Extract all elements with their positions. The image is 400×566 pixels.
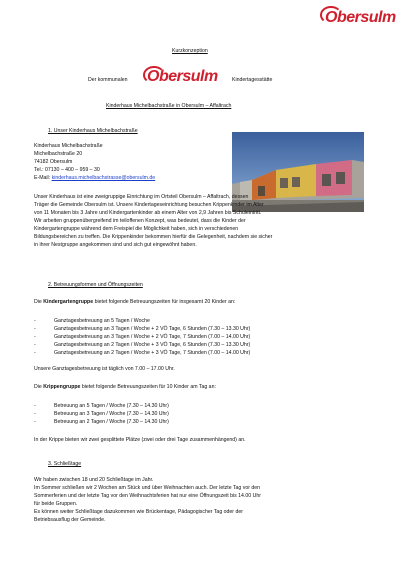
list-item: - Ganztagesbetreuung an 3 Tagen / Woche + 2 VÖ Tage, 6 Stunden (7.30 – 13.30 Uhr) bbox=[34, 326, 251, 332]
document-title: Kurzkonzeption bbox=[172, 48, 208, 54]
krippe-note: In der Krippe bieten wir zwei gesplittete Plätze (zwei oder drei Tage zusammenhängend) an. bbox=[34, 437, 246, 443]
intro-paragraph-line: Träger die Gemeinde Obersulm ist. Unsere Kindertageseinrichtung besuchen Krippenkinder im Alter bbox=[34, 202, 264, 208]
section3-title: 3. Schließtage bbox=[48, 461, 82, 467]
document-subtitle: Kinderhaus Michelbachstraße in Obersulm – Affaltrach bbox=[106, 103, 232, 109]
list-item-text: Ganztagesbetreuung an 3 Tagen / Woche + 2 VÖ Tage, 7 Stunden (7.00 – 14.00 Uhr) bbox=[54, 334, 251, 340]
list-item: - Betreuung an 3 Tagen / Woche (7.30 – 14.30 Uhr) bbox=[34, 411, 169, 417]
inline-logo-swoosh bbox=[143, 66, 165, 84]
section2-title: 2. Betreuungsformen und Öffnungszeiten bbox=[48, 282, 143, 288]
kr-intro-post: bietet folgende Betreuungszeiten für 10 Kinder am Tag an: bbox=[81, 384, 216, 390]
logo-text: Obersulm bbox=[325, 9, 396, 26]
list-item: - Betreuung an 5 Tagen / Woche (7.30 – 14.30 Uhr) bbox=[34, 403, 169, 409]
kinderhaus-photo bbox=[232, 132, 364, 212]
address-line: Kinderhaus Michelbachstraße bbox=[34, 143, 103, 149]
kg-intro-bold: Kindergartengruppe bbox=[43, 299, 94, 305]
list-item-text: Ganztagesbetreuung an 2 Tagen / Woche + 3 VÖ Tage, 6 Stunden (7.30 – 13.30 Uhr) bbox=[54, 342, 251, 348]
list-item: - Ganztagesbetreuung an 2 Tagen / Woche + 3 VÖ Tage, 6 Stunden (7.30 – 13.30 Uhr) bbox=[34, 342, 251, 348]
kr-intro-bold: Krippengruppe bbox=[43, 384, 81, 390]
closing-days-line: Im Sommer schließen wir 2 Wochen am Stück und über Weihnachten auch. Der letzte Tag vor den bbox=[34, 485, 261, 491]
list-item-text: Betreuung an 5 Tagen / Woche (7.30 – 14.30 Uhr) bbox=[54, 403, 169, 409]
closing-days-line: Wir haben zwischen 18 und 20 Schließtage im Jahr. bbox=[34, 477, 154, 483]
building-illustration bbox=[232, 132, 364, 212]
closing-days-line: Es können weiter Schließtage dazukommen wie Brückentage, Pädagogischer Tag oder der bbox=[34, 509, 243, 515]
intro-paragraph-line: Unser Kinderhaus ist eine zweigruppige Einrichtung im Ortsteil Obersulm – Affaltrach, dessen bbox=[34, 194, 249, 200]
list-item-text: Ganztagesbetreuung an 5 Tagen / Woche bbox=[54, 318, 150, 324]
list-item: - Ganztagesbetreuung an 5 Tagen / Woche bbox=[34, 318, 150, 324]
daily-hours-note: Unsere Ganztagesbetreuung ist täglich von 7.00 – 17.00 Uhr. bbox=[34, 366, 175, 372]
kg-intro-post: bietet folgende Betreuungszeiten für insgesamt 20 Kinder an: bbox=[94, 299, 236, 305]
kr-intro-pre: Die bbox=[34, 384, 42, 390]
intro-paragraph-line: in ihrer Nestgruppe angekommen sind und sich gut eingewöhnt haben. bbox=[34, 242, 197, 248]
inline-logo-text: Obersulm bbox=[147, 68, 218, 85]
intro-paragraph-line: Bildungsbereichen zu treffen. Die Krippenkinder bekommen hierfür die Gelegenheit, nachdem sie sicher bbox=[34, 234, 273, 240]
closing-days-line: Sommerferien und der letzte Tag vor den Weihnachtsferien hat nur eine Öffnungszeit bis 14.00 Uhr bbox=[34, 493, 261, 499]
email-link[interactable]: kinderhaus.michelbachstrasse@obersulm.de bbox=[51, 175, 156, 181]
logo-swoosh bbox=[320, 6, 342, 24]
heading-line-pre: Der kommunalen bbox=[88, 77, 128, 83]
kindergarten-intro bbox=[34, 299, 235, 306]
address-line: 74182 Obersulm bbox=[34, 159, 73, 165]
email-label: E-Mail: bbox=[34, 175, 51, 181]
krippe-intro bbox=[34, 384, 216, 391]
intro-paragraph-line: Kindergartengruppe während dem Freispiel die Möglichkeit haben, sich in verschiedenen bbox=[34, 226, 239, 232]
list-item-text: Ganztagesbetreuung an 2 Tagen / Woche + 3 VÖ Tage, 7 Stunden (7.00 – 14.00 Uhr) bbox=[54, 350, 251, 356]
heading-line-post: Kindertagesstätte bbox=[232, 77, 273, 83]
address-line: Michelbachstraße 20 bbox=[34, 151, 83, 157]
kg-intro-pre: Die bbox=[34, 299, 42, 305]
list-item-text: Betreuung an 2 Tagen / Woche (7.30 – 14.30 Uhr) bbox=[54, 419, 169, 425]
list-item: - Betreuung an 2 Tagen / Woche (7.30 – 14.30 Uhr) bbox=[34, 419, 169, 425]
email-line bbox=[34, 175, 155, 182]
intro-paragraph-line: Wir arbeiten gruppenübergreifend im teiloffenen Konzept, was bedeutet, dass die Kinder der bbox=[34, 218, 246, 224]
list-item: - Ganztagesbetreuung an 3 Tagen / Woche + 2 VÖ Tage, 7 Stunden (7.00 – 14.00 Uhr) bbox=[34, 334, 251, 340]
list-item: - Ganztagesbetreuung an 2 Tagen / Woche + 3 VÖ Tage, 7 Stunden (7.00 – 14.00 Uhr) bbox=[34, 350, 251, 356]
list-item-text: Ganztagesbetreuung an 3 Tagen / Woche + 2 VÖ Tage, 6 Stunden (7.30 – 13.30 Uhr) bbox=[54, 326, 251, 332]
phone-line: Tel.: 07130 – 400 – 959 – 30 bbox=[34, 167, 100, 173]
section1-title: 1. Unser Kinderhaus Michelbachstraße bbox=[48, 128, 138, 134]
closing-days-line: Betriebsausflug der Gemeinde. bbox=[34, 517, 106, 523]
intro-paragraph-line: von 11 Monaten bis 3 Jahre und Kindergartenkinder ab einem Alter von 2,9 Jahren bis Schuleintritt. bbox=[34, 210, 262, 216]
list-item-text: Betreuung an 3 Tagen / Woche (7.30 – 14.30 Uhr) bbox=[54, 411, 169, 417]
closing-days-line: für beide Gruppen. bbox=[34, 501, 78, 507]
